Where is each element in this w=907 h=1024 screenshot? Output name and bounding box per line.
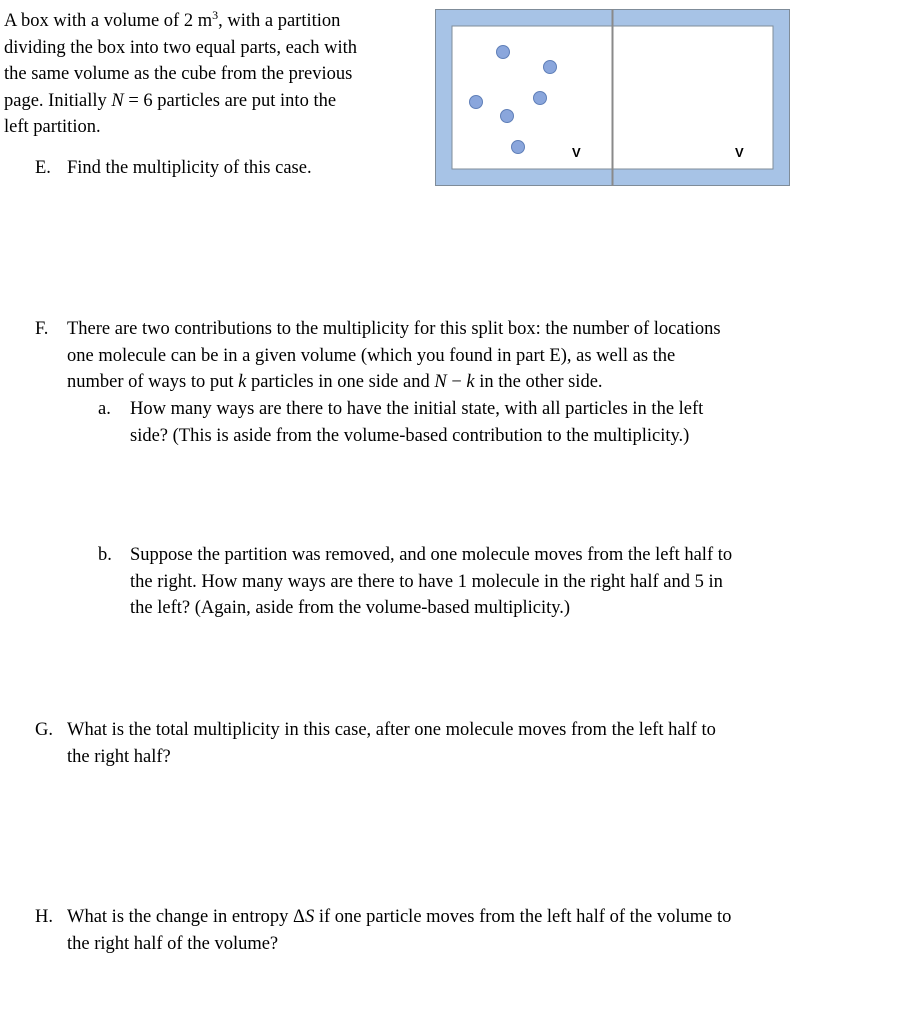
question-f-line-2: one molecule can be in a given volume (which you found in part E), as well as the [67, 345, 676, 366]
question-h-line-2: the right half of the volume? [67, 933, 279, 954]
intro-paragraph [4, 8, 414, 141]
question-f-a-label: a. [98, 399, 111, 419]
question-e-label: E. [35, 158, 51, 178]
question-g-line-1: What is the total multiplicity in this case, after one molecule moves from the left half to [67, 720, 716, 740]
question-f-label: F. [35, 319, 49, 339]
question-h-body [67, 904, 731, 957]
right-volume-label: V [735, 145, 744, 160]
question-f-line-3: number of ways to put k particles in one side and N − k in the other side. [67, 372, 603, 392]
question-f-b-line-3: the left? (Again, aside from the volume-based multiplicity.) [130, 598, 571, 618]
question-f-body [67, 316, 721, 396]
question-f-b-body [130, 542, 732, 622]
right-chamber [613, 26, 773, 169]
question-e-body [67, 155, 312, 182]
particle [497, 46, 510, 59]
question-f-a-line-1: How many ways are there to have the initial state, with all particles in the left [130, 399, 704, 419]
question-f-b-line-2: the right. How many ways are there to have 1 molecule in the right half and 5 in [130, 571, 723, 592]
particle [512, 141, 525, 154]
question-h-label: H. [35, 907, 53, 927]
partitioned-box-diagram [435, 9, 790, 186]
question-f-a-line-2: side? (This is aside from the volume-based contribution to the multiplicity.) [130, 425, 690, 446]
question-f-line-1: There are two contributions to the multiplicity for this split box: the number of locations [67, 319, 721, 339]
intro-line-2: dividing the box into two equal parts, each with [4, 37, 357, 58]
question-e-line-1: Find the multiplicity of this case. [67, 158, 312, 178]
question-f-a-body [130, 396, 703, 449]
left-volume-label: V [572, 145, 581, 160]
question-f-b-line-1: Suppose the partition was removed, and one molecule moves from the left half to [130, 545, 733, 565]
question-g-label: G. [35, 720, 53, 740]
question-g-line-2: the right half? [67, 746, 171, 767]
partitioned-box-svg [435, 9, 790, 186]
question-h-line-1: What is the change in entropy ΔS if one particle moves from the left half of the volume to [67, 907, 732, 927]
question-e [35, 155, 435, 182]
question-f [35, 316, 875, 396]
particle [501, 110, 514, 123]
intro-line-3: the same volume as the cube from the previous [4, 64, 353, 84]
question-f-b-label: b. [98, 545, 112, 565]
particle [470, 96, 483, 109]
intro-line-5: left partition. [4, 117, 101, 137]
question-f-b [98, 542, 878, 622]
particle [534, 92, 547, 105]
intro-line-4: page. Initially N = 6 particles are put into the [4, 90, 337, 111]
intro-line-1: A box with a volume of 2 $m^3$, with a partition [4, 8, 341, 31]
question-g-body [67, 717, 716, 770]
question-g [35, 717, 875, 771]
particle [544, 61, 557, 74]
question-h [35, 904, 895, 958]
question-f-a [98, 396, 878, 450]
